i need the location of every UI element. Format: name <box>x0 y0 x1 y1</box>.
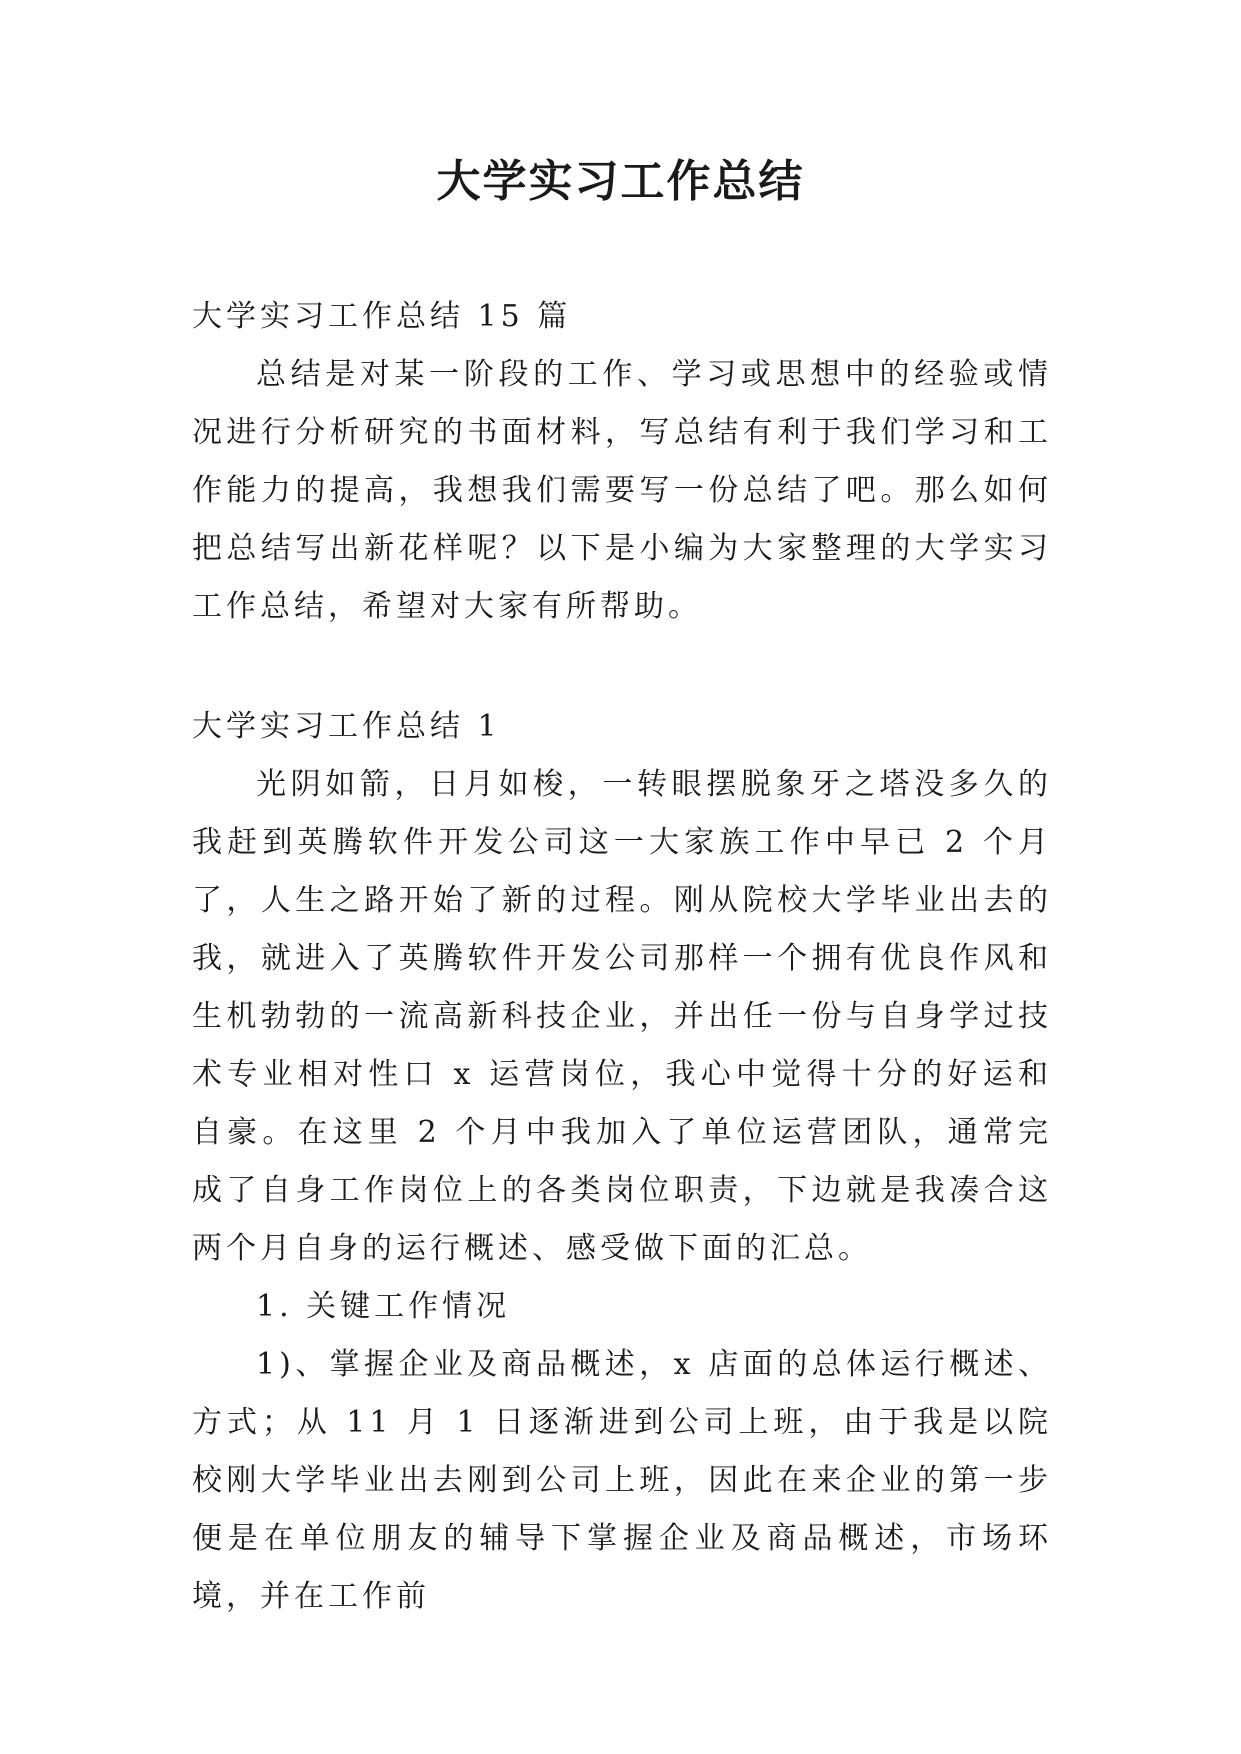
body-paragraph: 光阴如箭，日月如梭，一转眼摆脱象牙之塔没多久的我赶到英腾软件开发公司这一大家族工作中早已 2 个月了，人生之路开始了新的过程。刚从院校大学毕业出去的我，就进入了英腾软件开发公司那样一个拥有优良作风和生机勃勃的一流高新科技企业，并出任一份与自身学过技术专业相对性口 x 运营岗位，我心中觉得十分的好运和自豪。在这里 2 个月中我加入了单位运营团队，通常完成了自身工作岗位上的各类岗位职责，下边就是我凑合这两个月自身的运行概述、感受做下面的汇总。 <box>192 767 1052 1266</box>
body-paragraph: 1)、掌握企业及商品概述，x 店面的总体运行概述、方式；从 11 月 1 日逐渐进到公司上班，由于我是以院校刚大学毕业出去刚到公司上班，因此在来企业的第一步便是在单位朋友的辅导下掌握企业及商品概述，市场环境，并在工作前 <box>192 1347 1052 1614</box>
document-title: 大学实习工作总结 <box>436 156 805 207</box>
section-subheading: 1. 关键工作情况 <box>256 1289 511 1324</box>
document-subtitle: 大学实习工作总结 15 篇 <box>192 299 572 334</box>
document-body <box>192 288 1052 1626</box>
section-heading: 大学实习工作总结 1 <box>192 709 501 744</box>
intro-paragraph: 总结是对某一阶段的工作、学习或思想中的经验或情况进行分析研究的书面材料，写总结有利于我们学习和工作能力的提高，我想我们需要写一份总结了吧。那么如何把总结写出新花样呢？以下是小编为大家整理的大学实习工作总结，希望对大家有所帮助。 <box>192 357 1052 624</box>
